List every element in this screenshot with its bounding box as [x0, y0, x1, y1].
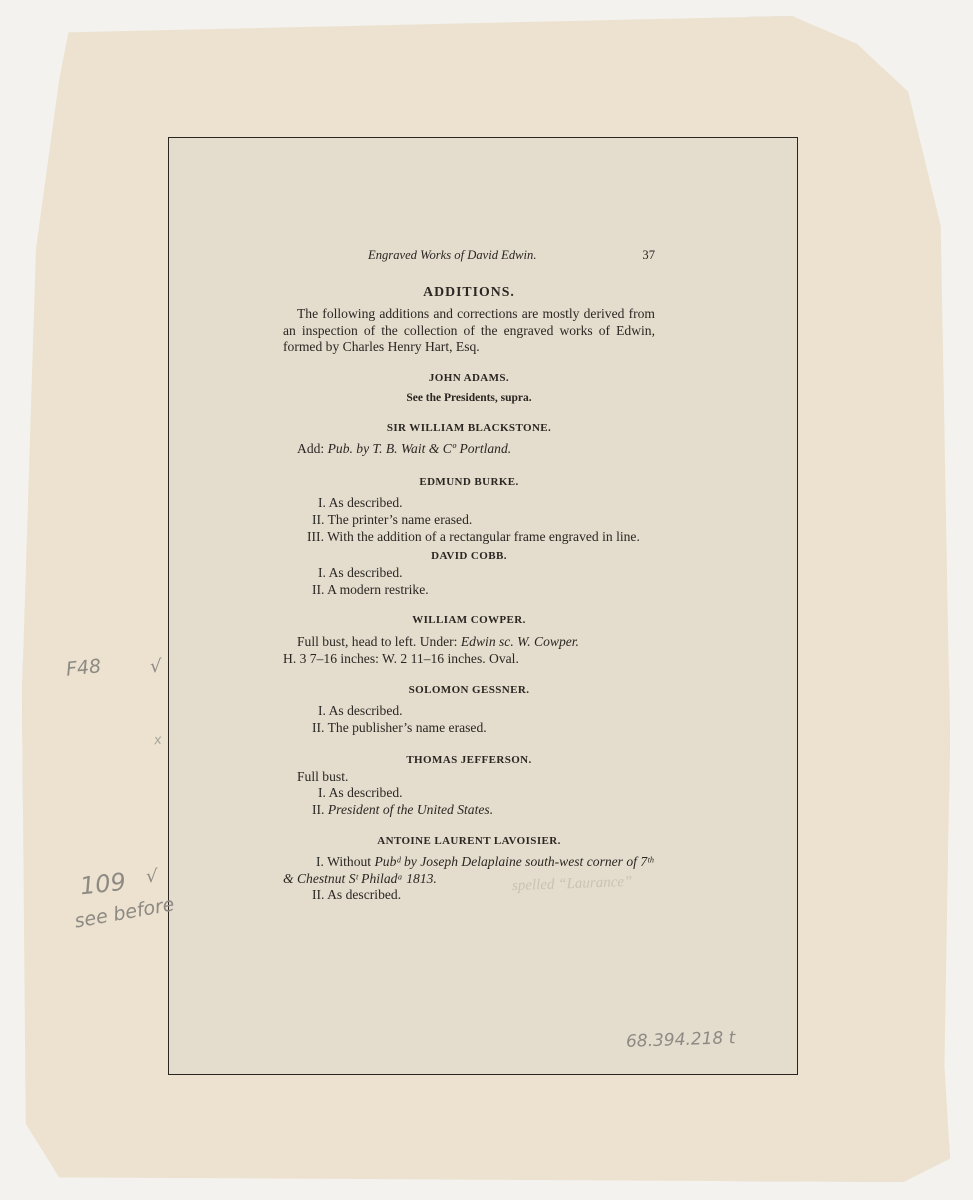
- lavoisier-inscription: Pubᵈ by Joseph Delaplaine south-west corner of 7ᵗʰ & Chestnut Sᵗ Philadᵃ 1813.: [283, 853, 654, 886]
- pencil-spelled-note: spelled “Laurance”: [511, 873, 633, 895]
- entry-heading-burke: EDMUND BURKE.: [419, 476, 519, 489]
- pencil-109: 109: [78, 867, 128, 901]
- burke-state-3: III. With the addition of a rectangular frame engraved in line.: [307, 528, 640, 544]
- pencil-cross: x: [153, 732, 163, 749]
- book-page: [283, 244, 655, 904]
- jefferson-intro: Full bust.: [297, 768, 349, 784]
- blackstone-add: [283, 441, 655, 458]
- jefferson-inscription: President of the United States.: [327, 802, 494, 818]
- cowper-desc-text: Full bust, head to left. Under:: [297, 633, 458, 649]
- cobb-state-2: II. A modern restrike.: [312, 582, 429, 598]
- burke-state-1: I. As described.: [318, 495, 403, 511]
- cowper-inscription: Edwin sc. W. Cowper.: [460, 633, 579, 649]
- pencil-tick-cowper: √: [150, 656, 162, 677]
- publisher-line: Pub. by T. B. Wait & Cº Portland.: [327, 440, 512, 456]
- entry-heading-cowper: WILLIAM COWPER.: [412, 613, 526, 626]
- pencil-tick-lavoisier: √: [146, 866, 158, 887]
- entry-heading-lavoisier: ANTOINE LAURENT LAVOISIER.: [377, 834, 561, 847]
- intro-paragraph: The following additions and corrections are mostly derived from an inspection of the collection of the engraved works of Edwin, formed by Charles Henry Hart, Esq.: [283, 305, 655, 355]
- running-head: [283, 244, 655, 266]
- lavoisier-state-2: II. As described.: [312, 887, 402, 903]
- state-number: I. Without: [316, 853, 372, 869]
- jefferson-state-2: [283, 802, 655, 819]
- adams-note: See the Presidents, supra.: [406, 391, 532, 404]
- gessner-state-2: II. The publisher’s name erased.: [312, 719, 487, 735]
- gessner-state-1: I. As described.: [318, 703, 403, 719]
- burke-state-2: II. The printer’s name erased.: [312, 511, 473, 527]
- jefferson-state-1: I. As described.: [318, 785, 403, 801]
- section-title: ADDITIONS.: [423, 284, 515, 299]
- entry-heading-adams: JOHN ADAMS.: [428, 372, 510, 385]
- entry-heading-gessner: SOLOMON GESSNER.: [408, 684, 530, 697]
- pencil-see-before: see before: [72, 893, 177, 933]
- entry-heading-blackstone: SIR WILLIAM BLACKSTONE.: [386, 421, 552, 434]
- cobb-state-1: I. As described.: [318, 565, 403, 581]
- running-title: Engraved Works of David Edwin.: [368, 248, 537, 262]
- add-label: Add:: [297, 440, 325, 456]
- cowper-dimensions: H. 3 7–16 inches: W. 2 11–16 inches. Oval.: [283, 650, 519, 666]
- entry-heading-jefferson: THOMAS JEFFERSON.: [406, 753, 532, 766]
- page-number: 37: [642, 248, 655, 262]
- pencil-f48: F48: [64, 655, 103, 681]
- entry-heading-cobb: DAVID COBB.: [431, 549, 507, 562]
- cowper-description: [283, 634, 655, 651]
- accession-number: 68.394.218 t: [625, 1028, 736, 1052]
- state-number: II.: [312, 802, 325, 818]
